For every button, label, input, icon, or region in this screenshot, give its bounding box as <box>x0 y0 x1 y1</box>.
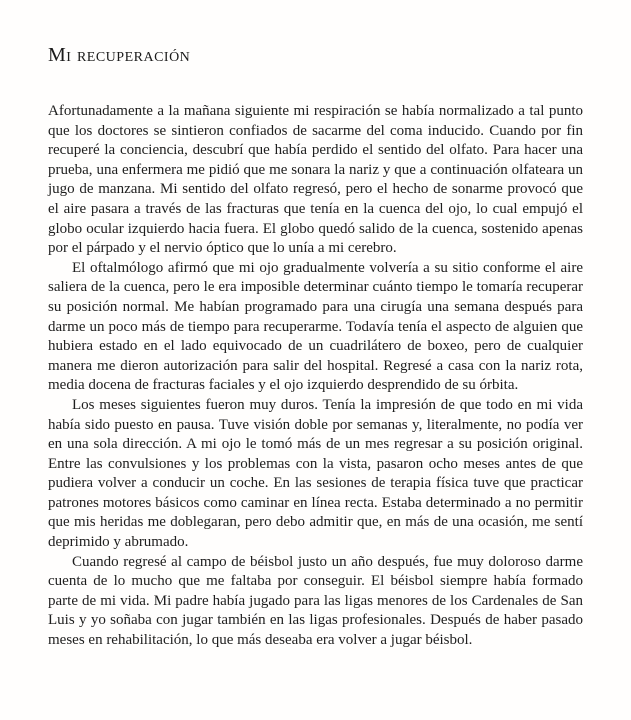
paragraph: Afortunadamente a la mañana siguiente mi respiración se había normalizado a tal punto que los doctores se sintieron confiados de sacarme del coma inducido. Cuando por fin recuperé la conciencia, descubrí que había perdido el sentido del olfato. Para hacer una prueba, una enfermera me pidió que me sonara la nariz y que a continuación olfateara un jugo de manzana. Mi sentido del olfato regresó, pero el hecho de sonarme provocó que el aire pasara a través de las fracturas que tenía en la cuenca del ojo, lo cual empujó el globo ocular izquierdo hacia fuera. El globo quedó salido de la cuenca, sostenido apenas por el párpado y el nervio óptico que lo unía a mi cerebro. <box>48 103 583 257</box>
paragraph: El oftalmólogo afirmó que mi ojo gradualmente volvería a su sitio conforme el aire saliera de la cuenca, pero le era imposible determinar cuánto tiempo le tomaría recuperar su posición normal. Me habían programado para una cirugía una semana después para darme un poco más de tiempo para recuperarme. Todavía tenía el aspecto de alguien que hubiera estado en el lado equivocado de un cuadrilátero de boxeo, pero de cualquier manera me dieron autorización para salir del hospital. Regresé a casa con la nariz rota, media docena de fracturas faciales y el ojo izquierdo desprendido de su órbita. <box>48 259 583 394</box>
paragraph: Cuando regresé al campo de béisbol justo un año después, fue muy doloroso darme cuenta de lo mucho que me faltaba por conseguir. El béisbol siempre había formado parte de mi vida. Mi padre había jugado para las ligas menores de los Cardenales de San Luis y yo soñaba con jugar también en las ligas profesionales. Después de haber pasado meses en rehabilitación, lo que más deseaba era volver a jugar béisbol. <box>48 553 583 649</box>
page-title: Mi recuperación <box>48 44 191 66</box>
body-text <box>48 102 583 651</box>
paragraph: Los meses siguientes fueron muy duros. Tenía la impresión de que todo en mi vida había sido puesto en pausa. Tuve visión doble por semanas y, literalmente, no podía ver en una sola dirección. A mi ojo le tomó más de un mes regresar a su posición original. Entre las convulsiones y los problemas con la vista, pasaron ocho meses antes de que pudiera volver a conducir un coche. En las sesiones de terapia física tuve que practicar patrones motores básicos como caminar en línea recta. Estaba determinado a no permitir que mis heridas me doblegaran, pero debo admitir que, en más de una ocasión, me sentí deprimido y abrumado. <box>48 396 583 551</box>
